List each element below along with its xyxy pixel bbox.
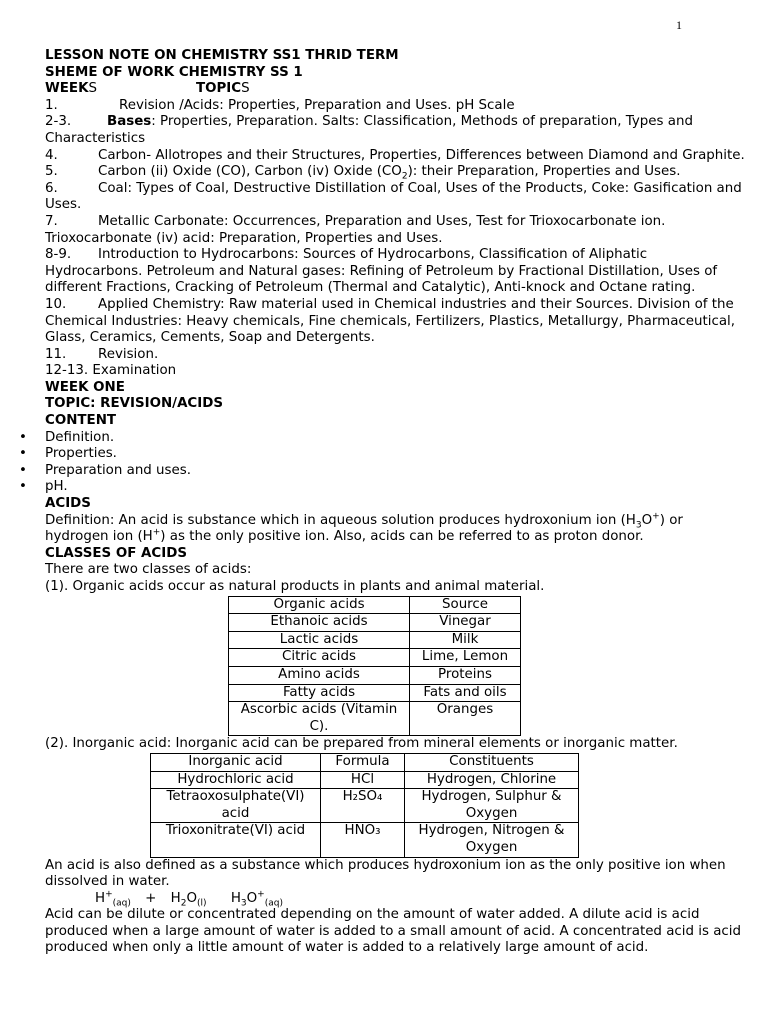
table-row <box>229 614 521 632</box>
definition-text: Definition: An acid is substance which in aqueous solution produces hydroxonium ion (H <box>45 512 636 528</box>
scheme-week-10 <box>45 297 745 347</box>
scheme-week-12-13: 12-13. Examination <box>45 363 177 379</box>
table-row <box>229 666 521 684</box>
week-topic: : Properties, Preparation. Salts: Classification, Methods of preparation, Types and Characteristics <box>45 114 693 146</box>
classes-intro: There are two classes of acids: <box>45 562 252 578</box>
scheme-week-6 <box>45 181 745 214</box>
table-header-cell: Formula <box>321 753 405 771</box>
table-row <box>151 823 579 857</box>
subscript: (aq) <box>112 898 131 909</box>
equation-term <box>231 891 283 908</box>
content-bullet: • Properties. <box>45 446 745 463</box>
week-topic: Introduction to Hydrocarbons: Sources of Hydrocarbons, Classification of Aliphatic Hydrocarbons. Petroleum and Natural gases: Refining of Petroleum by Fractional Distillation, Uses of different Fractions, Cracking of Petroleum (Thermal and Catalytic), Anti-knock and Octane rating. <box>45 247 718 296</box>
week-topic: Metallic Carbonate: Occurrences, Preparation and Uses, Test for Trioxocarbonate ion. Trioxocarbonate (iv) acid: Preparation, Properties and Uses. <box>45 213 666 246</box>
equation-term <box>171 891 207 908</box>
organic-intro: (1). Organic acids occur as natural products in plants and animal material. <box>45 579 545 594</box>
document-title: LESSON NOTE ON CHEMISTRY SS1 THRID TERM <box>45 48 399 63</box>
equation-plus: + <box>145 890 157 906</box>
document-subtitle: SHEME OF WORK CHEMISTRY SS 1 <box>45 64 303 80</box>
table-cell: Proteins <box>410 666 521 684</box>
week-topic: Revision. <box>98 346 159 362</box>
dilute-concentrated-text: Acid can be dilute or concentrated depending on the amount of water added. A dilute acid is acid produced when a large amount of water is added to a small amount of acid. A concentrated acid is acid produced when only a little amount of water is added to a relatively large amount of acid. <box>45 907 741 956</box>
inorganic-acids-table <box>150 753 579 858</box>
superscript: + <box>652 511 660 522</box>
table-header-row <box>151 753 579 771</box>
topics-label-suffix: S <box>241 81 250 97</box>
table-row <box>151 789 579 823</box>
table-header-cell: Organic acids <box>229 596 410 614</box>
subscript: (aq) <box>264 898 283 909</box>
table-cell: Trioxonitrate(VI) acid <box>151 823 321 857</box>
table-cell: Ascorbic acids (Vitamin C). <box>229 702 410 736</box>
content-bullet: • Definition. <box>45 430 745 447</box>
table-cell: Hydrogen, Nitrogen & Oxygen <box>405 823 579 857</box>
subscript: 2 <box>401 171 408 182</box>
table-row <box>229 702 521 736</box>
week-number: 10. <box>45 296 67 312</box>
table-cell: Vinegar <box>410 614 521 632</box>
scheme-week-8-9 <box>45 247 745 297</box>
week-topic: Revision /Acids: Properties, Preparation and Uses. pH Scale <box>119 97 515 113</box>
subscript: 3 <box>635 520 642 531</box>
symbol: H <box>230 890 241 906</box>
table-cell: HNO₃ <box>321 823 405 857</box>
table-cell: Ethanoic acids <box>229 614 410 632</box>
table-cell: Amino acids <box>229 666 410 684</box>
week-topic-bold: Bases <box>107 114 152 130</box>
content-bullet: • pH. <box>45 479 745 496</box>
table-cell: Fatty acids <box>229 684 410 702</box>
scheme-week-11 <box>45 347 745 364</box>
table-cell: Tetraoxosulphate(VI) acid <box>151 789 321 823</box>
week-number: 11. <box>45 346 67 362</box>
scheme-week-4 <box>45 148 745 165</box>
symbol: H <box>170 890 181 906</box>
weeks-label: WEEK <box>45 81 89 97</box>
week-one-heading: WEEK ONE <box>45 379 125 395</box>
week-number: 2-3. <box>45 114 72 130</box>
definition-text: O <box>641 512 653 528</box>
table-cell: Hydrogen, Sulphur & Oxygen <box>405 789 579 823</box>
subscript: 2 <box>180 898 187 909</box>
topic-heading: TOPIC: REVISION/ACIDS <box>45 396 224 412</box>
table-cell: Hydrochloric acid <box>151 771 321 789</box>
table-cell: HCl <box>321 771 405 789</box>
superscript: + <box>152 527 161 538</box>
scheme-week-1 <box>45 98 745 115</box>
table-cell: Hydrogen, Chlorine <box>405 771 579 789</box>
table-cell: Lactic acids <box>229 631 410 649</box>
equation-term <box>95 891 131 908</box>
symbol: O <box>186 890 198 906</box>
inorganic-intro: (2). Inorganic acid: Inorganic acid can be prepared from mineral elements or inorganic matter. <box>45 736 678 752</box>
acids-heading: ACIDS <box>45 496 91 512</box>
document-body <box>45 48 745 957</box>
week-topic: Carbon- Allotropes and their Structures, Properties, Differences between Diamond and Graphite. <box>98 147 745 163</box>
content-bullet: • Preparation and uses. <box>45 463 745 480</box>
week-topic: Coal: Types of Coal, Destructive Distillation of Coal, Uses of the Products, Coke: Gasification and Uses. <box>45 180 742 213</box>
week-number: 8-9. <box>45 247 72 263</box>
table-cell: Milk <box>410 631 521 649</box>
definition-text: ) or hydrogen ion (H <box>45 512 683 545</box>
scheme-week-7 <box>45 214 745 247</box>
acid-definition <box>45 513 745 546</box>
weeks-label-suffix: S <box>88 81 97 97</box>
page-number: 1 <box>676 18 682 32</box>
table-cell: H₂SO₄ <box>321 789 405 823</box>
week-topic-cont: ): their Preparation, Properties and Uses. <box>407 164 681 180</box>
table-row <box>229 631 521 649</box>
superscript: + <box>105 889 113 900</box>
table-row <box>229 649 521 667</box>
week-topic: Applied Chemistry: Raw material used in Chemical industries and their Sources. Division of the Chemical Industries: Heavy chemicals, Fine chemicals, Fertilizers, Plastics, Metallurgy, Pharmaceutical, Glass, Ceramics, Cements, Soap and Detergents. <box>45 296 736 346</box>
superscript: + <box>257 889 265 900</box>
acid-also-defined: An acid is also defined as a substance which produces hydroxonium ion as the only positive ion when dissolved in water. <box>45 857 726 890</box>
subscript: (l) <box>197 898 207 909</box>
table-header-cell: Constituents <box>405 753 579 771</box>
table-cell: Lime, Lemon <box>410 649 521 667</box>
symbol: H <box>95 890 106 906</box>
week-number: 1. <box>45 97 58 113</box>
week-topic: Carbon (ii) Oxide (CO), Carbon (iv) Oxide (CO <box>98 164 402 180</box>
scheme-week-5 <box>45 164 745 181</box>
week-number: 4. <box>45 147 58 163</box>
week-number: 5. <box>45 164 58 180</box>
content-heading: CONTENT <box>45 413 117 429</box>
table-header-row <box>229 596 521 614</box>
classes-heading: CLASSES OF ACIDS <box>45 545 187 561</box>
definition-text: ) as the only positive ion. Also, acids can be referred to as proton donor. <box>160 529 644 545</box>
symbol: O <box>246 890 258 906</box>
table-header-cell: Inorganic acid <box>151 753 321 771</box>
week-number: 6. <box>45 180 58 196</box>
table-cell: Citric acids <box>229 649 410 667</box>
table-row <box>229 684 521 702</box>
week-number: 7. <box>45 213 58 229</box>
table-cell: Fats and oils <box>410 684 521 702</box>
topics-label: TOPIC <box>195 81 242 97</box>
ionization-equation <box>45 891 745 908</box>
scheme-header-row <box>45 81 745 98</box>
subscript: 3 <box>240 898 247 909</box>
organic-acids-table <box>228 596 521 737</box>
table-header-cell: Source <box>410 596 521 614</box>
table-cell: Oranges <box>410 702 521 736</box>
table-row <box>151 771 579 789</box>
scheme-week-2-3 <box>45 114 745 147</box>
